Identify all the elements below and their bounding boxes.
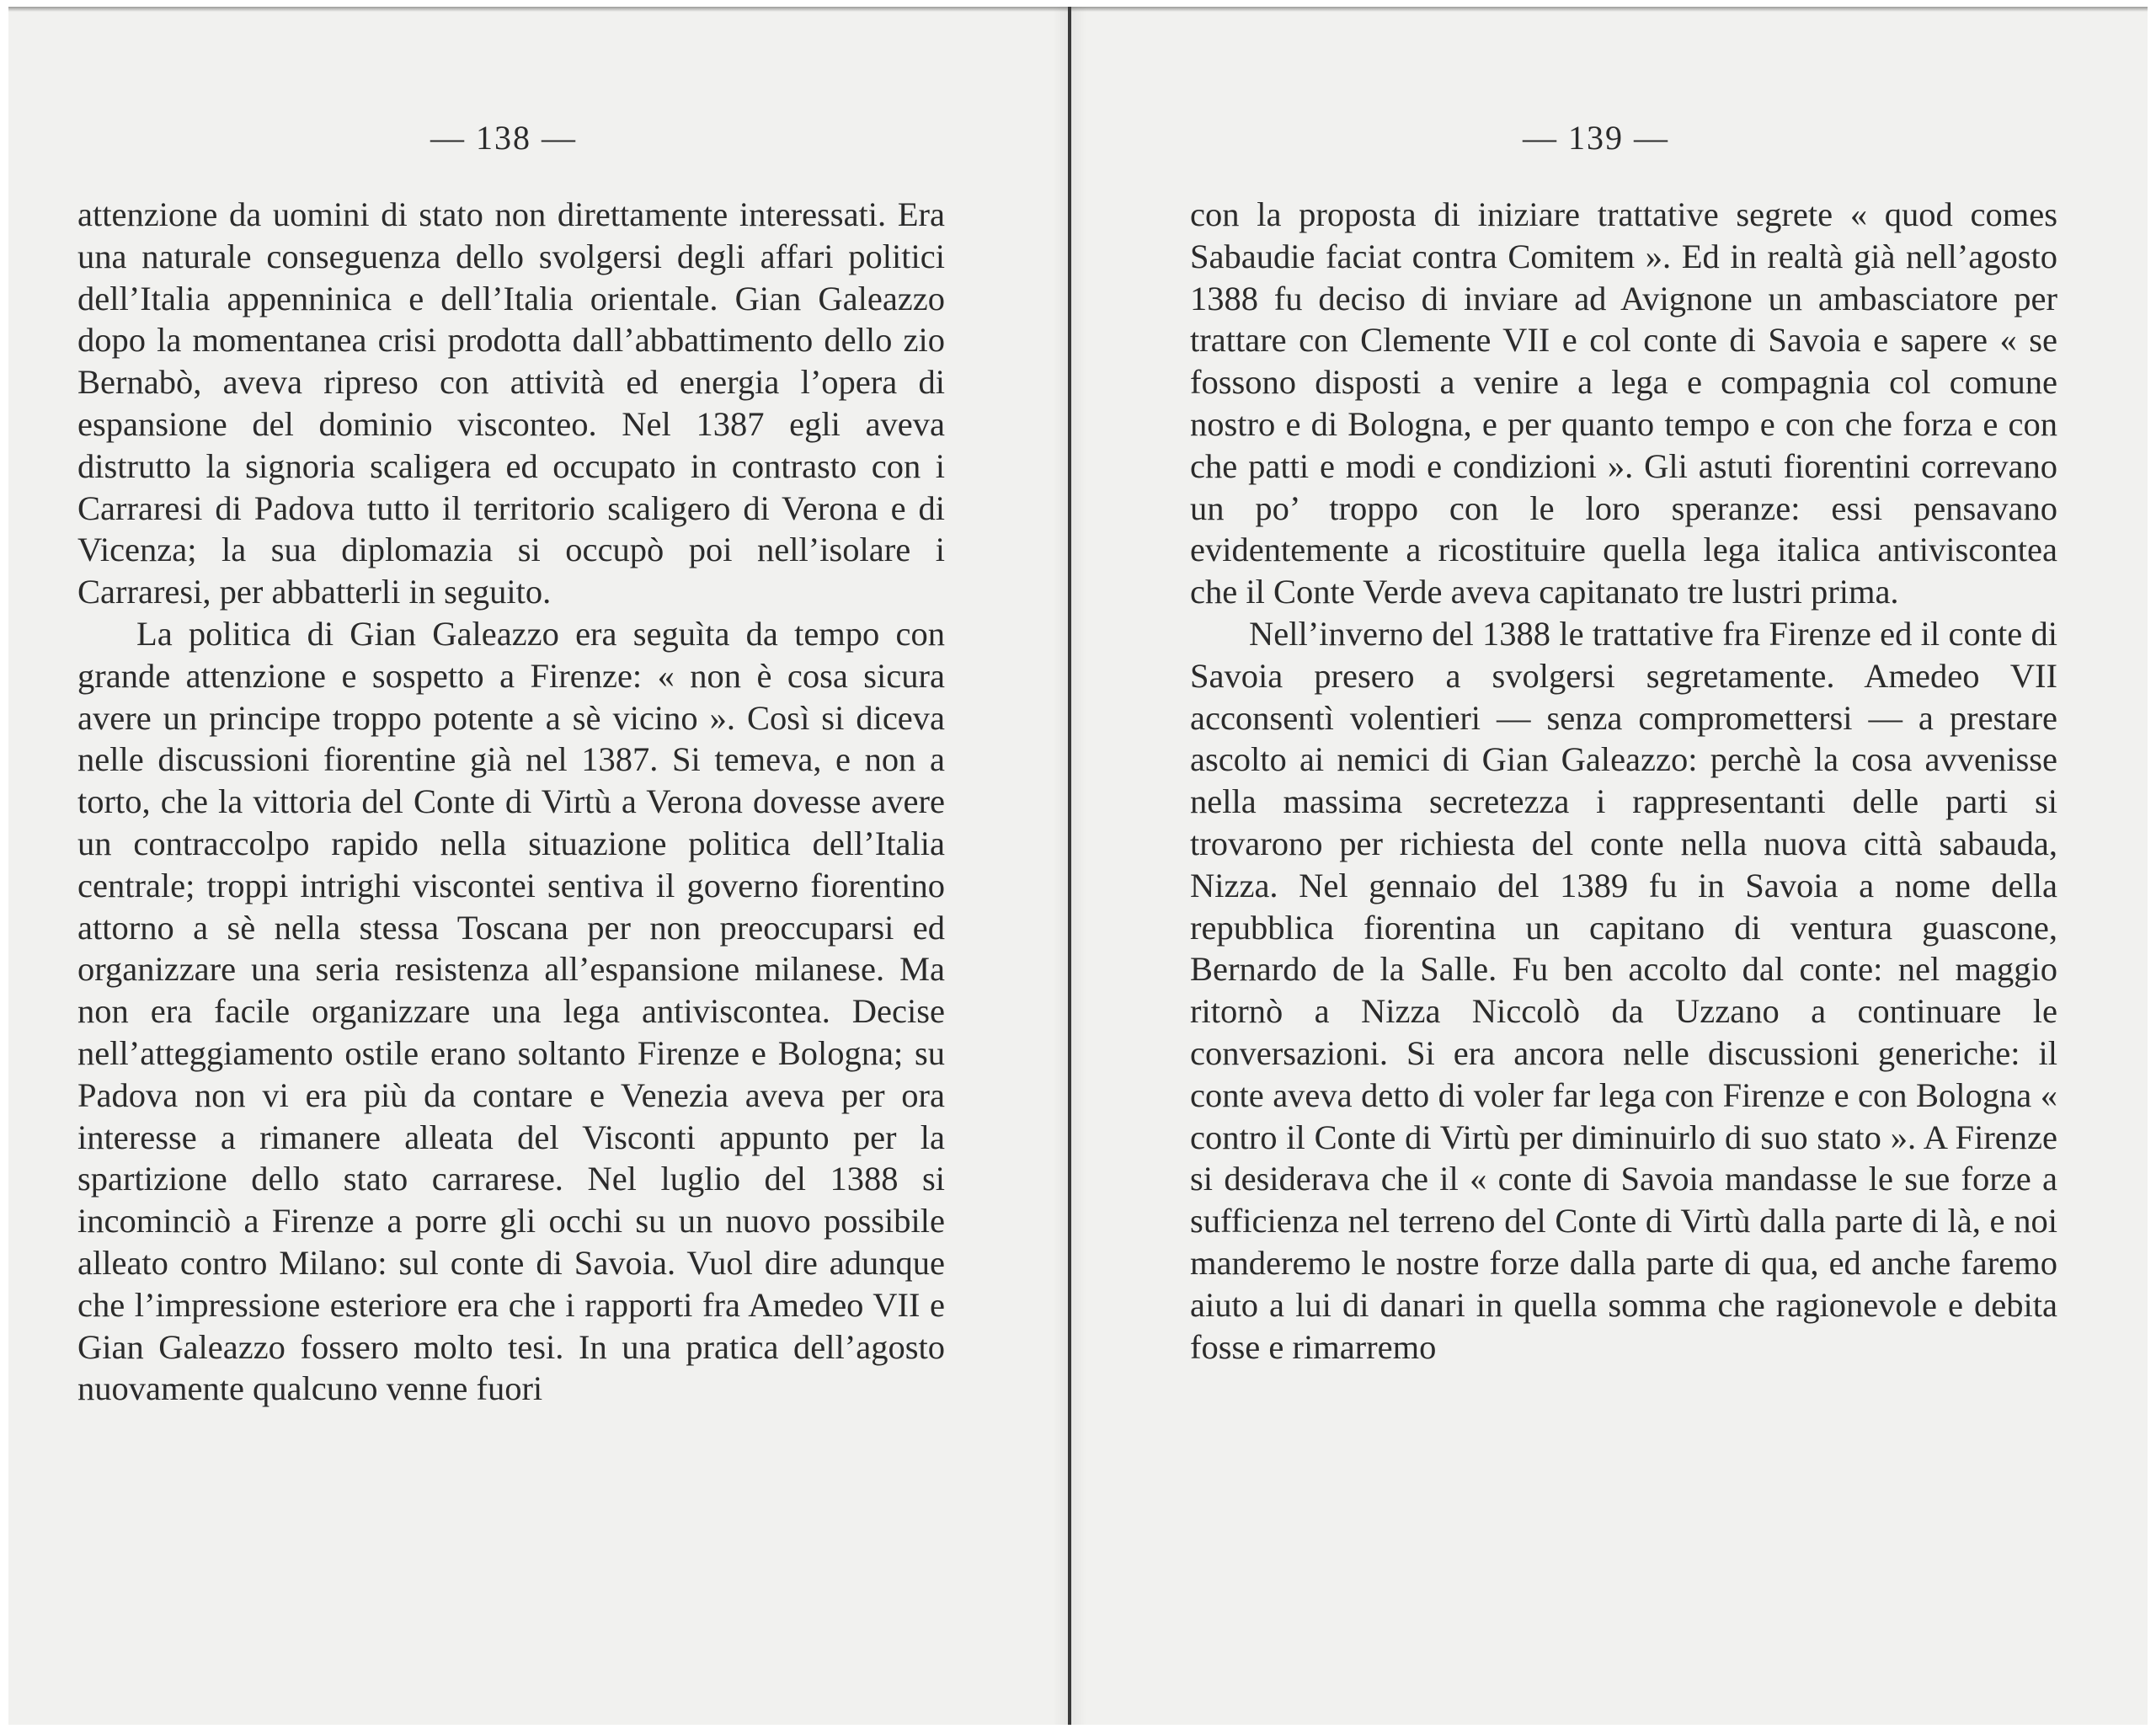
right-page-text: [1190, 194, 2057, 1368]
page-number-left: — 138 —: [430, 119, 577, 157]
paragraph: Nell’inverno del 1388 le trattative fra Firenze ed il conte di Savoia presero a svolgersi segretamente. Amedeo VII acconsentì volentieri — senza compromettersi — a prestare ascolto ai nemici di Gian Galeazzo: perchè la cosa avvenisse nella massima secretezza i rappresentanti delle parti si trovarono per richiesta del conte nella nuova città sabauda, Nizza. Nel gennaio del 1389 fu in Savoia a nome della repubblica fiorentina un capitano di ventura guascone, Bernardo de la Salle. Fu ben accolto dal conte: nel maggio ritornò a Nizza Niccolò da Uzzano a continuare le conversazioni. Si era ancora nelle discussioni generiche: il conte aveva detto di voler far lega con Firenze e con Bologna « contro il Conte di Virtù per diminuirlo di suo stato ». A Firenze si desiderava che il « conte di Savoia mandasse le sue forze a sufficienza nel terreno del Conte di Virtù dalla parte di là, e noi manderemo le nostre forze dalla parte di qua, ed anche faremo aiuto a lui di danari in quella somma che ragionevole e debita fosse e rimarremo: [1190, 614, 2057, 1366]
paragraph: La politica di Gian Galeazzo era seguìta da tempo con grande attenzione e sospetto a Firenze: « non è cosa sicura avere un principe troppo potente a sè vicino ». Così si diceva nelle discussioni fiorentine già nel 1387. Si temeva, e non a torto, che la vittoria del Conte di Virtù a Verona dovesse avere un contraccolpo rapido nella situazione politica dell’Italia centrale; troppi intrighi viscontei sentiva il governo fiorentino attorno a sè nella stessa Toscana per non preoccuparsi ed organizzare una seria resistenza all’espansione milanese. Ma non era facile organizzare una lega antiviscontea. Decise nell’atteggiamento ostile erano soltanto Firenze e Bologna; su Padova non vi era più da contare e Venezia aveva per ora interesse a rimanere alleata del Visconti appunto per la spartizione dello stato carrarese. Nel luglio del 1388 si incominciò a Firenze a porre gli occhi su un nuovo possibile alleato contro Milano: sul conte di Savoia. Vuol dire adunque che l’impressione esteriore era che i rapporti fra Amedeo VII e Gian Galeazzo fossero molto tesi. In una pratica dell’agosto nuovamente qualcuno venne fuori: [77, 614, 945, 1408]
paragraph: con la proposta di iniziare trattative segrete « quod comes Sabaudie faciat contra Comitem ». Ed in realtà già nell’agosto 1388 fu deciso di inviare ad Avignone un ambasciatore per trattare con Clemente VII e col conte di Savoia e sapere « se fossono disposti a venire a lega e compagnia col comune nostro e di Bologna, e per quanto tempo e con che forza e con che patti e modi e condizioni ». Gli astuti fiorentini correvano un po’ troppo con le loro speranze: essi pensavano evidentemente a ricostituire quella lega italica antiviscontea che il Conte Verde aveva capitanato tre lustri prima.: [1190, 195, 2057, 611]
left-page-text: [77, 194, 945, 1410]
paragraph: attenzione da uomini di stato non direttamente interessati. Era una naturale conseguenza dello svolgersi degli affari politici dell’Italia appenninica e dell’Italia orientale. Gian Galeazzo dopo la momentanea crisi prodotta dall’abbattimento dello zio Bernabò, aveva ripreso con attività ed energia l’opera di espansione del dominio visconteo. Nel 1387 egli aveva distrutto la signoria scaligera ed occupato in contrasto con i Carraresi di Padova tutto il territorio scaligero di Verona e di Vicenza; la sua diplomazia si occupò poi nell’isolare i Carraresi, per abbatterli in seguito.: [77, 195, 945, 611]
book-gutter: [1068, 7, 1071, 1725]
page-number-right: — 139 —: [1523, 119, 1669, 157]
